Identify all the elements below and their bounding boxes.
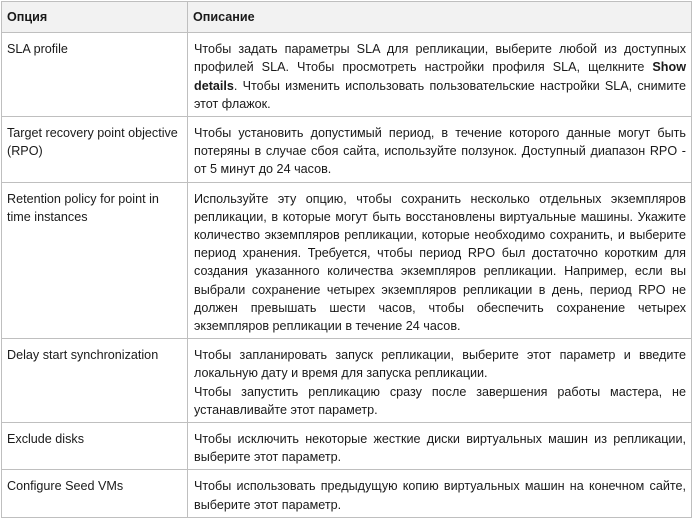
description-text: Чтобы запустить репликацию сразу после завершения работы мастера, не устанавливайте этот параметр. — [194, 384, 686, 417]
options-table — [1, 1, 692, 518]
option-cell: Retention policy for point in time instances — [2, 182, 188, 339]
table-row — [2, 470, 692, 517]
column-header-option: Опция — [2, 2, 188, 33]
table-header-row — [2, 2, 692, 33]
description-paragraph — [194, 430, 686, 466]
option-cell: Target recovery point objective (RPO) — [2, 117, 188, 183]
description-text: Чтобы исключить некоторые жесткие диски виртуальных машин из репликации, выберите этот параметр. — [194, 432, 686, 465]
table-body — [2, 33, 692, 518]
description-cell — [188, 339, 692, 423]
description-paragraph — [194, 477, 686, 513]
description-cell — [188, 117, 692, 183]
description-paragraph — [194, 346, 686, 382]
description-text: Чтобы запланировать запуск репликации, выберите этот параметр и введите локальную дату и время для запуска репликации. — [194, 348, 686, 381]
description-paragraph — [194, 124, 686, 179]
ui-term: Show details — [194, 60, 686, 93]
table-row — [2, 339, 692, 423]
description-cell — [188, 423, 692, 470]
table-row — [2, 117, 692, 183]
column-header-description: Описание — [188, 2, 692, 33]
option-cell: Delay start synchronization — [2, 339, 188, 423]
description-text: Чтобы задать параметры SLA для репликации, выберите любой из доступных профилей SLA. Чтобы просмотреть настройки профиля SLA, щелкните — [194, 42, 686, 75]
description-text: Чтобы использовать предыдущую копию виртуальных машин на конечном сайте, выберите этот параметр. — [194, 479, 686, 512]
option-cell: SLA profile — [2, 33, 188, 117]
description-paragraph — [194, 383, 686, 419]
table-row — [2, 33, 692, 117]
option-cell: Exclude disks — [2, 423, 188, 470]
table-row — [2, 182, 692, 339]
description-cell — [188, 33, 692, 117]
table-row — [2, 423, 692, 470]
description-text: Используйте эту опцию, чтобы сохранить несколько отдельных экземпляров репликации, в которые могут быть восстановлены виртуальные машины. Укажите количество экземпляров репликации, которые необходимо сохранить, и выберите период хранения. Требуется, чтобы период RPO был достаточно коротким для создания указанного количества экземпляров репликации. Например, если вы выбрали сохранение четырех экземпляров репликации в день, период RPO не должен превышать шести часов, чтобы обеспечить сохранение четырех экземпляров репликации в течение 24 часов. — [194, 191, 686, 334]
description-text: Чтобы установить допустимый период, в течение которого данные могут быть потеряны в случае сбоя сайта, используйте ползунок. Доступный диапазон RPO - от 5 минут до 24 часов. — [194, 126, 686, 177]
description-paragraph — [194, 190, 686, 336]
description-cell — [188, 470, 692, 517]
option-cell: Configure Seed VMs — [2, 470, 188, 517]
description-paragraph — [194, 40, 686, 113]
description-text: . Чтобы изменить использовать пользовательские настройки SLA, снимите этот флажок. — [194, 78, 686, 111]
description-cell — [188, 182, 692, 339]
